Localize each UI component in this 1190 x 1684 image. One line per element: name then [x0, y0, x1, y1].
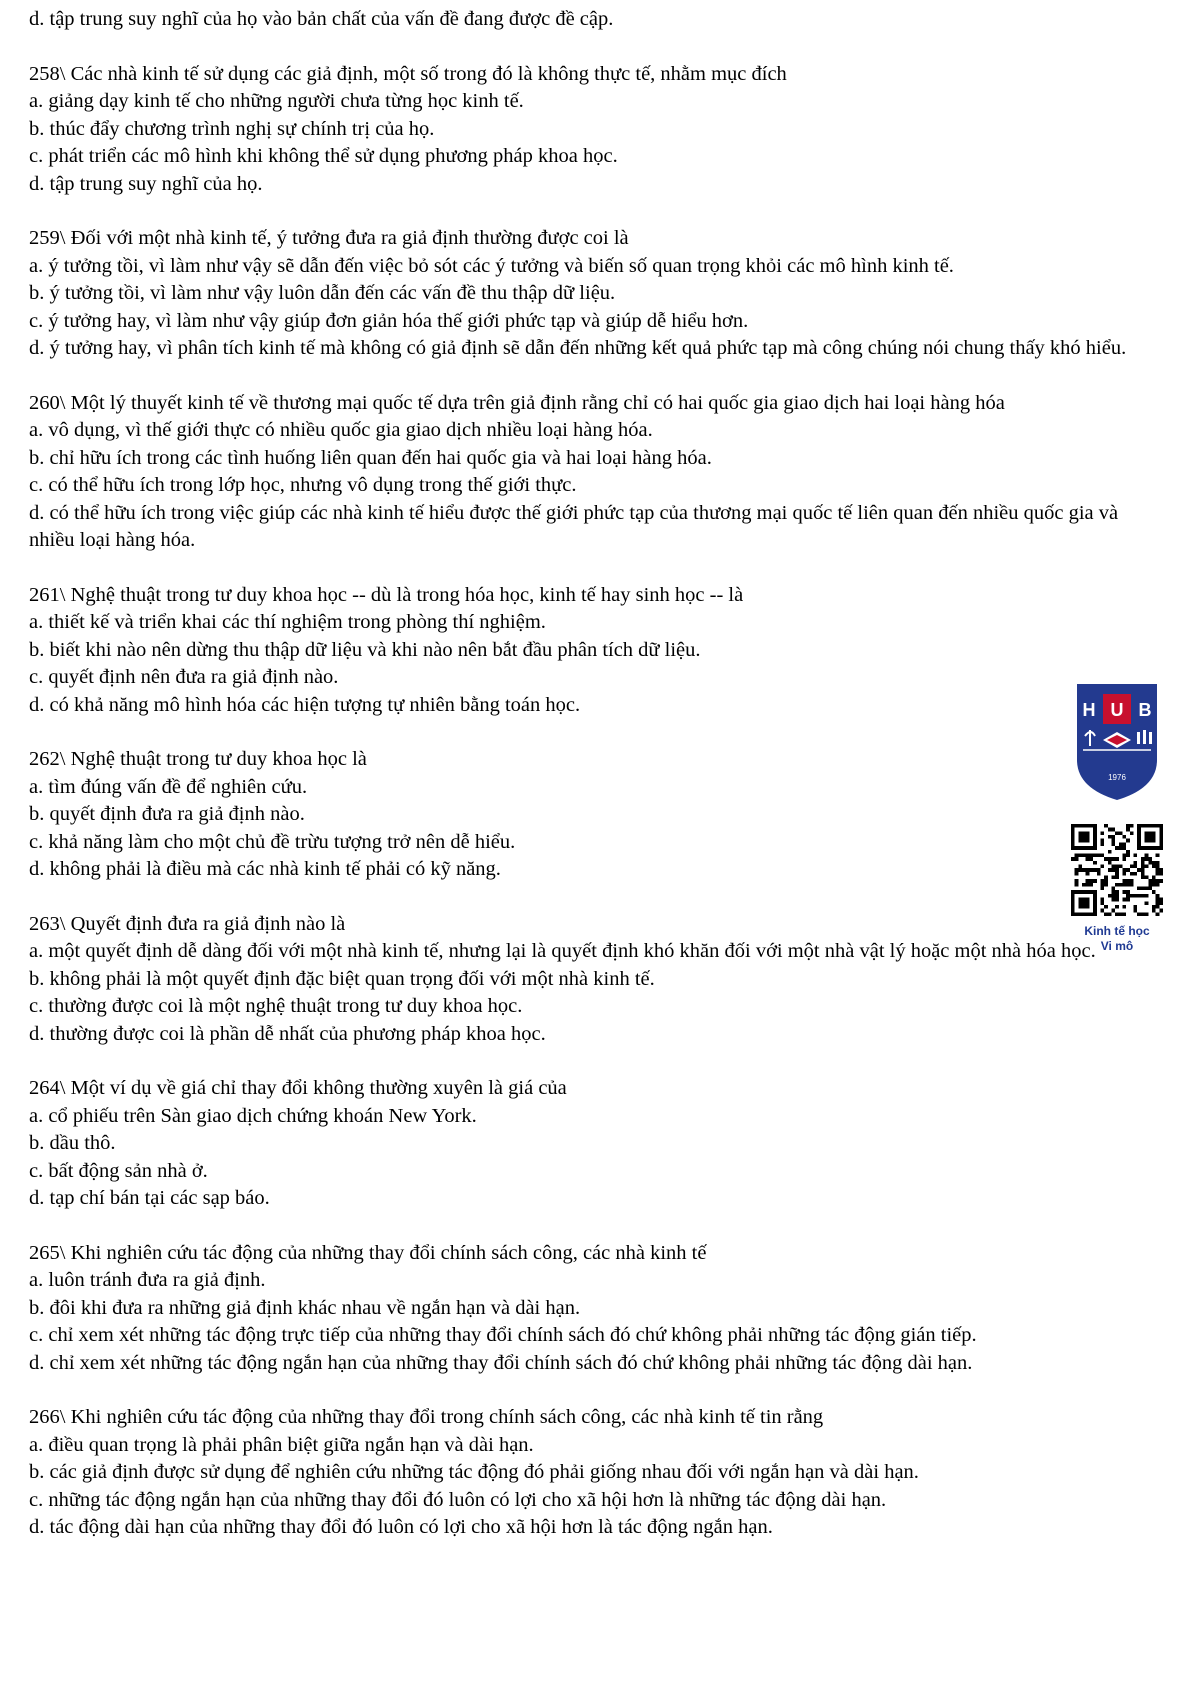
answer-option: c. có thể hữu ích trong lớp học, nhưng vô dụng trong thế giới thực.: [29, 474, 577, 496]
question-stem: 266\ Khi nghiên cứu tác động của những thay đổi trong chính sách công, các nhà kinh tế tin rằng: [29, 1406, 824, 1428]
hub-logo: [1073, 680, 1161, 802]
answer-option: a. vô dụng, vì thế giới thực có nhiều quốc gia giao dịch nhiều loại hàng hóa.: [29, 419, 653, 441]
answer-option: c. khả năng làm cho một chủ đề trừu tượng trở nên dễ hiểu.: [29, 830, 516, 853]
answer-option: c. phát triển các mô hình khi không thể sử dụng phương pháp khoa học.: [29, 145, 618, 167]
answer-option: a. một quyết định dễ dàng đối với một nhà kinh tế, nhưng lại là quyết định khó khăn đối với một nhà vật lý hoặc một nhà hóa học.: [29, 940, 1096, 962]
answer-option: d. có khả năng mô hình hóa các hiện tượng tự nhiên bằng toán học.: [29, 693, 581, 716]
answer-option: b. biết khi nào nên dừng thu thập dữ liệu và khi nào nên bắt đầu phân tích dữ liệu.: [29, 638, 701, 661]
answer-option: b. thúc đẩy chương trình nghị sự chính trị của họ.: [29, 117, 435, 140]
answer-option: c. chỉ xem xét những tác động trực tiếp của những thay đổi chính sách đó chứ không phải những tác động gián tiếp.: [29, 1324, 977, 1346]
answer-option: a. luôn tránh đưa ra giả định.: [29, 1269, 266, 1291]
answer-option: d. ý tưởng hay, vì phân tích kinh tế mà không có giả định sẽ dẫn đến những kết quả phức tạp mà công chúng nói chung thấy khó hiểu.: [29, 337, 1127, 359]
question-block: [29, 1404, 1149, 1542]
answer-option: b. đôi khi đưa ra những giả định khác nhau về ngắn hạn và dài hạn.: [29, 1296, 581, 1319]
answer-option: d. tạp chí bán tại các sạp báo.: [29, 1187, 270, 1209]
answer-option: a. ý tưởng tồi, vì làm như vậy sẽ dẫn đến việc bỏ sót các ý tưởng và biến số quan trọng khỏi các mô hình kinh tế.: [29, 254, 954, 277]
question-stem: 260\ Một lý thuyết kinh tế về thương mại quốc tế dựa trên giả định rằng chỉ có hai quốc gia giao dịch hai loại hàng hóa: [29, 391, 1005, 414]
answer-option: b. các giả định được sử dụng để nghiên cứu những tác động đó phải giống nhau đối với ngắn hạn và dài hạn.: [29, 1461, 919, 1483]
question-block: [29, 746, 1149, 884]
question-stem: 258\ Các nhà kinh tế sử dụng các giả định, một số trong đó là không thực tế, nhằm mục đích: [29, 62, 787, 85]
answer-option: a. thiết kế và triển khai các thí nghiệm trong phòng thí nghiệm.: [29, 611, 546, 633]
answer-option: c. ý tưởng hay, vì làm như vậy giúp đơn giản hóa thế giới phức tạp và giúp dễ hiểu hơn.: [29, 309, 749, 332]
answer-option: b. chỉ hữu ích trong các tình huống liên quan đến hai quốc gia và hai loại hàng hóa.: [29, 446, 712, 469]
question-stem: 261\ Nghệ thuật trong tư duy khoa học -- dù là trong hóa học, kinh tế hay sinh học -- là: [29, 583, 744, 606]
question-block: [29, 225, 1149, 363]
question-list: [29, 61, 1149, 1542]
logo-letter-h: H: [1082, 700, 1096, 720]
answer-option: c. quyết định nên đưa ra giả định nào.: [29, 666, 339, 688]
qr-code[interactable]: [1071, 824, 1163, 916]
logo-year: 1976: [1108, 773, 1126, 782]
sidebar: [1062, 680, 1172, 954]
question-stem: 264\ Một ví dụ về giá chỉ thay đổi không thường xuyên là giá của: [29, 1077, 567, 1099]
question-stem: 259\ Đối với một nhà kinh tế, ý tưởng đưa ra giả định thường được coi là: [29, 227, 629, 249]
answer-option: d. tập trung suy nghĩ của họ.: [29, 172, 263, 195]
question-stem: 262\ Nghệ thuật trong tư duy khoa học là: [29, 748, 367, 770]
caption-line-2: Vi mô: [1100, 939, 1134, 953]
logo-letter-u: U: [1110, 700, 1124, 720]
question-block: [29, 1240, 1149, 1378]
answer-option: c. những tác động ngắn hạn của những thay đổi đó luôn có lợi cho xã hội hơn là những tác động dài hạn.: [29, 1488, 887, 1511]
lead-line: d. tập trung suy nghĩ của họ vào bản chất của vấn đề đang được đề cập.: [29, 8, 614, 30]
question-stem: 263\ Quyết định đưa ra giả định nào là: [29, 912, 346, 935]
question-block: [29, 1075, 1149, 1213]
question-block: [29, 582, 1149, 720]
question-block: [29, 911, 1149, 1049]
question-stem: 265\ Khi nghiên cứu tác động của những thay đổi chính sách công, các nhà kinh tế: [29, 1241, 707, 1264]
answer-option: b. quyết định đưa ra giả định nào.: [29, 803, 305, 825]
logo-letter-b: B: [1138, 700, 1152, 720]
answer-option: a. tìm đúng vấn đề để nghiên cứu.: [29, 775, 308, 798]
answer-option: b. không phải là một quyết định đặc biệt quan trọng đối với một nhà kinh tế.: [29, 967, 655, 990]
answer-option: c. bất động sản nhà ở.: [29, 1159, 208, 1182]
answer-option: a. cổ phiếu trên Sàn giao dịch chứng khoán New York.: [29, 1104, 477, 1127]
answer-option: a. giảng dạy kinh tế cho những người chưa từng học kinh tế.: [29, 90, 524, 112]
answer-option: d. có thể hữu ích trong việc giúp các nhà kinh tế hiểu được thế giới phức tạp của thương mại quốc tế liên quan đến nhiều quốc gia và nhiều loại hàng hóa.: [29, 501, 1119, 551]
answer-option: d. tác động dài hạn của những thay đổi đó luôn có lợi cho xã hội hơn là tác động ngắn hạn.: [29, 1516, 773, 1538]
answer-option: d. không phải là điều mà các nhà kinh tế phải có kỹ năng.: [29, 858, 501, 880]
caption-line-1: Kinh tế học: [1084, 924, 1150, 938]
answer-option: b. dầu thô.: [29, 1132, 116, 1154]
answer-option: d. chỉ xem xét những tác động ngắn hạn của những thay đổi chính sách đó chứ không phải những tác động dài hạn.: [29, 1351, 973, 1374]
document-body: [29, 6, 1149, 1569]
question-block: [29, 61, 1149, 199]
answer-option: b. ý tưởng tồi, vì làm như vậy luôn dẫn đến các vấn đề thu thập dữ liệu.: [29, 282, 616, 304]
question-block: [29, 390, 1149, 555]
answer-option: c. thường được coi là một nghệ thuật trong tư duy khoa học.: [29, 995, 523, 1017]
answer-option: a. điều quan trọng là phải phân biệt giữa ngắn hạn và dài hạn.: [29, 1433, 534, 1456]
answer-option: d. thường được coi là phần dễ nhất của phương pháp khoa học.: [29, 1022, 546, 1045]
